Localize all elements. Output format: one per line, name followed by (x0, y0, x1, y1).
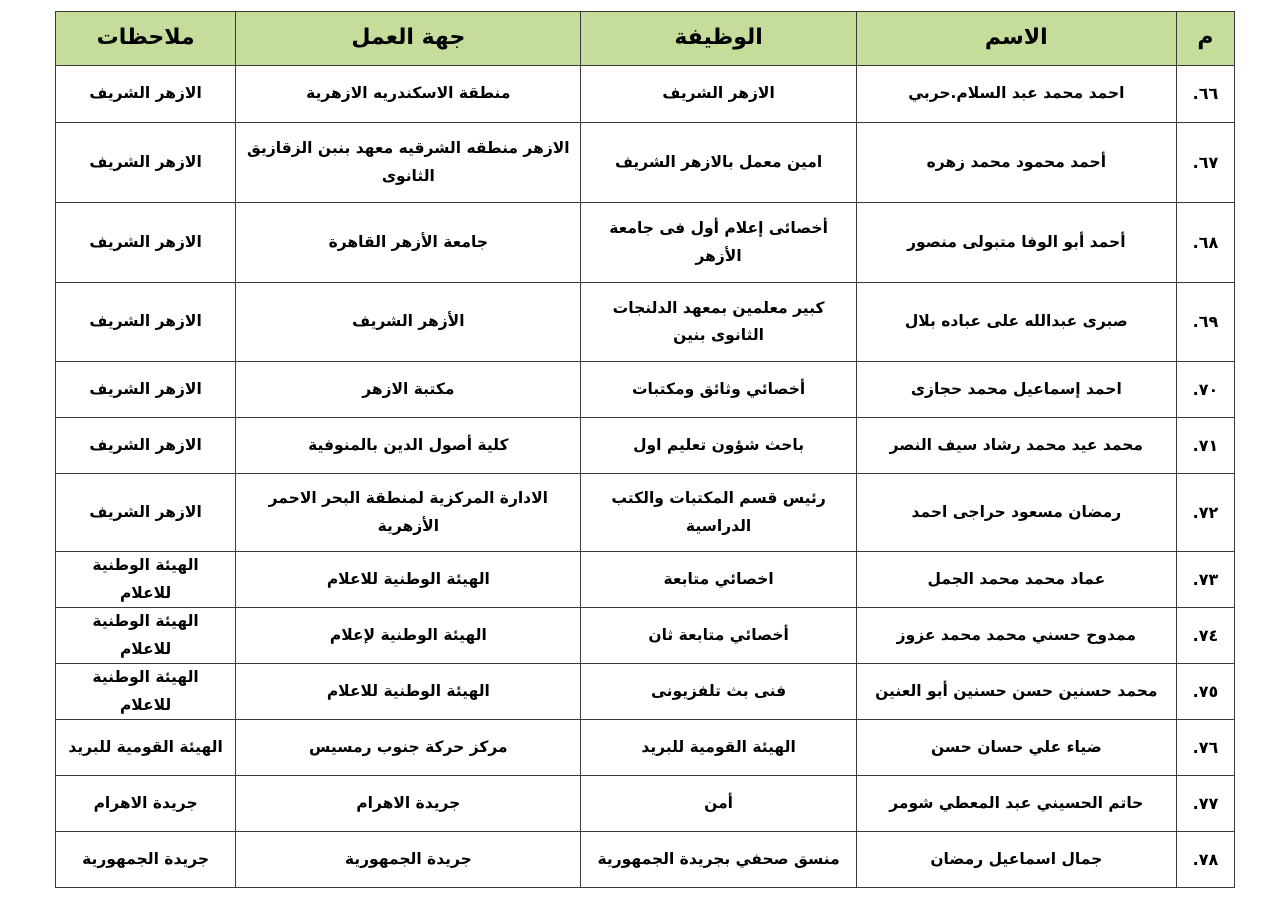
table-row (56, 66, 1235, 123)
workplace: جريدة الاهرام (236, 776, 581, 832)
table-row (56, 552, 1235, 608)
workplace: الهيئة الوطنية للاعلام (236, 664, 581, 720)
table-row (56, 474, 1235, 552)
notes: جريدة الاهرام (56, 776, 236, 832)
notes: الازهر الشريف (56, 362, 236, 418)
row-number: ٦٩. (1176, 283, 1234, 362)
row-number: ٧٨. (1176, 832, 1234, 888)
employee-name: محمد حسنين حسن حسنين أبو العنين (856, 664, 1176, 720)
job-title: أمن (581, 776, 856, 832)
row-number: ٦٦. (1176, 66, 1234, 123)
header-num: م (1176, 12, 1234, 66)
row-number: ٧٣. (1176, 552, 1234, 608)
workplace: الازهر منطقه الشرقيه معهد بنبن الزقازيق الثانوى (236, 123, 581, 203)
job-title: منسق صحفي بجريدة الجمهورية (581, 832, 856, 888)
table-row (56, 664, 1235, 720)
workplace: الأزهر الشريف (236, 283, 581, 362)
notes: الهيئة الوطنية للاعلام (56, 552, 236, 608)
job-title: الهيئة القومية للبريد (581, 720, 856, 776)
notes: الازهر الشريف (56, 123, 236, 203)
notes: الازهر الشريف (56, 66, 236, 123)
table-row (56, 720, 1235, 776)
header-notes: ملاحظات (56, 12, 236, 66)
notes: الهيئة القومية للبريد (56, 720, 236, 776)
job-title: باحث شؤون تعليم اول (581, 418, 856, 474)
table-row (56, 418, 1235, 474)
notes: جريدة الجمهورية (56, 832, 236, 888)
row-number: ٧٤. (1176, 608, 1234, 664)
header-workplace: جهة العمل (236, 12, 581, 66)
header-row (56, 12, 1235, 66)
job-title: رئيس قسم المكتبات والكتب الدراسية (581, 474, 856, 552)
workplace: منطقة الاسكندريه الازهرية (236, 66, 581, 123)
row-number: ٧٦. (1176, 720, 1234, 776)
workplace: مكتبة الازهر (236, 362, 581, 418)
employee-name: ضياء علي حسان حسن (856, 720, 1176, 776)
job-title: فنى بث تلفزيونى (581, 664, 856, 720)
job-title: امين معمل بالازهر الشريف (581, 123, 856, 203)
table-row (56, 776, 1235, 832)
table-row (56, 608, 1235, 664)
notes: الازهر الشريف (56, 418, 236, 474)
employee-name: احمد إسماعيل محمد حجازى (856, 362, 1176, 418)
row-number: ٧٧. (1176, 776, 1234, 832)
employee-name: ممدوح حسني محمد محمد عزوز (856, 608, 1176, 664)
row-number: ٧٠. (1176, 362, 1234, 418)
notes: الهيئة الوطنية للاعلام (56, 608, 236, 664)
workplace: جريدة الجمهورية (236, 832, 581, 888)
roster-table (55, 11, 1235, 888)
workplace: الهيئة الوطنية لإعلام (236, 608, 581, 664)
job-title: أخصائى إعلام أول فى جامعة الأزهر (581, 203, 856, 283)
notes: الازهر الشريف (56, 283, 236, 362)
row-number: ٦٧. (1176, 123, 1234, 203)
workplace: الادارة المركزية لمنطقة البحر الاحمر الأزهرية (236, 474, 581, 552)
employee-name: صبرى عبدالله على عباده بلال (856, 283, 1176, 362)
employee-name: أحمد محمود محمد زهره (856, 123, 1176, 203)
workplace: الهيئة الوطنية للاعلام (236, 552, 581, 608)
table-row (56, 283, 1235, 362)
employee-name: رمضان مسعود حراجى احمد (856, 474, 1176, 552)
employee-name: محمد عيد محمد رشاد سيف النصر (856, 418, 1176, 474)
header-job: الوظيفة (581, 12, 856, 66)
notes: الازهر الشريف (56, 203, 236, 283)
table-row (56, 362, 1235, 418)
job-title: كبير معلمين بمعهد الدلنجات الثانوى بنين (581, 283, 856, 362)
job-title: أخصائي وثائق ومكتبات (581, 362, 856, 418)
row-number: ٦٨. (1176, 203, 1234, 283)
job-title: الازهر الشريف (581, 66, 856, 123)
header-name: الاسم (856, 12, 1176, 66)
workplace: جامعة الأزهر القاهرة (236, 203, 581, 283)
job-title: أخصائي متابعة ثان (581, 608, 856, 664)
employee-name: احمد محمد عبد السلام.حربي (856, 66, 1176, 123)
table-row (56, 832, 1235, 888)
row-number: ٧٥. (1176, 664, 1234, 720)
row-number: ٧١. (1176, 418, 1234, 474)
table-row (56, 123, 1235, 203)
row-number: ٧٢. (1176, 474, 1234, 552)
employee-name: أحمد أبو الوفا متبولى منصور (856, 203, 1176, 283)
workplace: مركز حركة جنوب رمسيس (236, 720, 581, 776)
workplace: كلية أصول الدين بالمنوفية (236, 418, 581, 474)
employee-name: حاتم الحسيني عبد المعطي شومر (856, 776, 1176, 832)
job-title: اخصائي متابعة (581, 552, 856, 608)
employee-name: عماد محمد محمد الجمل (856, 552, 1176, 608)
table-row (56, 203, 1235, 283)
employee-name: جمال اسماعيل رمضان (856, 832, 1176, 888)
notes: الازهر الشريف (56, 474, 236, 552)
notes: الهيئة الوطنية للاعلام (56, 664, 236, 720)
